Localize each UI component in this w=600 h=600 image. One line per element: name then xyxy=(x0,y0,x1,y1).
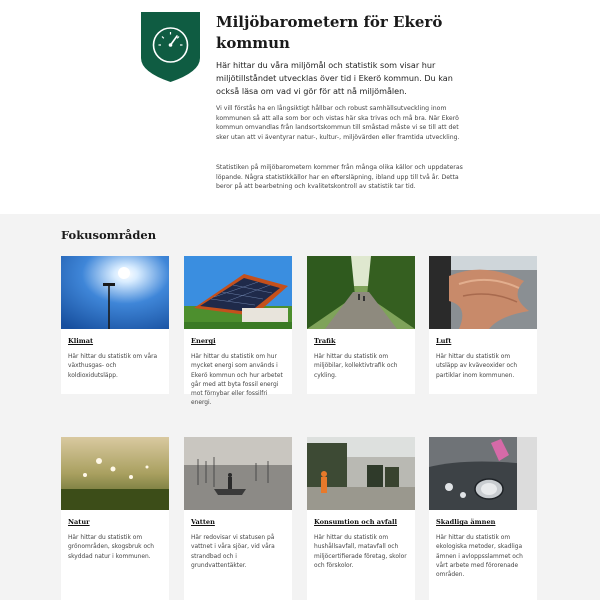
focus-areas-section xyxy=(0,214,600,600)
focus-card-title: Skadliga ämnen xyxy=(436,518,496,526)
focus-card-title: Trafik xyxy=(314,337,336,345)
focus-card-title: Konsumtion och avfall xyxy=(314,518,398,526)
focus-card-description: Här hittar du statistik om våra växthusgas- och koldioxidutsläpp. xyxy=(68,354,158,379)
focus-card-konsumtion-och-avfall[interactable] xyxy=(307,437,415,600)
focus-card-description: Här hittar du statistik om hur mycket energi som används i Ekerö kommun och hur arbetet går med att byta fossil energi mot förnybar eller fossilfri energi. xyxy=(191,354,283,407)
focus-card-description: Här hittar du statistik om hushållsavfall, matavfall och miljöcertifierade företag, skolor och förskolor. xyxy=(314,535,407,569)
focus-card-luft[interactable] xyxy=(429,256,537,394)
hair-in-wind-photo xyxy=(429,256,537,329)
focus-card-skadliga-amnen[interactable] xyxy=(429,437,537,600)
lead-paragraph: Här hittar du våra miljömål och statistik som visar hur miljötillståndet utvecklas över tid i Ekerö kommun. Du kan också läsa om vad vi gör för att nå miljömålen. xyxy=(216,60,453,97)
meadow-flowers-photo xyxy=(61,437,169,510)
focus-card-natur[interactable] xyxy=(61,437,169,600)
focus-card-title: Luft xyxy=(436,337,452,345)
waste-collection-photo xyxy=(307,437,415,510)
focus-card-description: Här hittar du statistik om utsläpp av kväveoxider och partiklar inom kommunen. xyxy=(436,354,518,379)
page-title: Miljöbarometern för Ekerö kommun xyxy=(216,13,443,52)
focus-card-description: Här hittar du statistik om grönområden, skogsbruk och skyddad natur i kommunen. xyxy=(68,535,155,560)
focus-card-description: Här redovisar vi statusen på vattnet i våra sjöar, vid våra strandbad och i grundvattentäkter. xyxy=(191,535,275,569)
focus-card-klimat[interactable] xyxy=(61,256,169,394)
focus-card-title: Vatten xyxy=(191,518,215,526)
focus-card-energi[interactable] xyxy=(184,256,292,407)
intro-paragraph: Vi vill förstås ha en långsiktigt hållbar och robust samhällsutveckling inom kommunen så att alla som bor och vistas här ska trivas och må bra. När Ekerö kommun omvandlas från landsortskommun till småstad måste vi se till att det sker utan att vi äventyrar natur-, kultur-, miljövärden eller framtida utveckling. xyxy=(216,105,460,141)
focus-card-title: Energi xyxy=(191,337,216,345)
focus-card-vatten[interactable] xyxy=(184,437,292,600)
fishing-boat-lake-photo xyxy=(184,437,292,510)
focus-card-title: Natur xyxy=(68,518,90,526)
tree-lined-road-photo xyxy=(307,256,415,329)
focus-card-description: Här hittar du statistik om ekologiska metoder, skadliga ämnen i avloppsslammet och vårt arbete med förorenade områden. xyxy=(436,535,523,579)
statistics-paragraph: Statistiken på miljöbarometern kommer från många olika källor och uppdateras löpande. Några statistikkällor har en eftersläpning, ibland upp till två år. Detta beror på att bearbetning och kvalitetskontroll av statistik tar tid. xyxy=(216,164,463,191)
focus-areas-heading: Fokusområden xyxy=(61,228,157,242)
sun-streetlight-photo xyxy=(61,256,169,329)
focus-card-description: Här hittar du statistik om miljöbilar, kollektivtrafik och cykling. xyxy=(314,354,398,379)
car-washing-photo xyxy=(429,437,537,510)
focus-card-title: Klimat xyxy=(68,337,94,345)
focus-card-trafik[interactable] xyxy=(307,256,415,394)
intro-section xyxy=(0,0,600,214)
miljobarometer-logo[interactable] xyxy=(141,12,200,82)
solar-panel-roof-photo xyxy=(184,256,292,329)
